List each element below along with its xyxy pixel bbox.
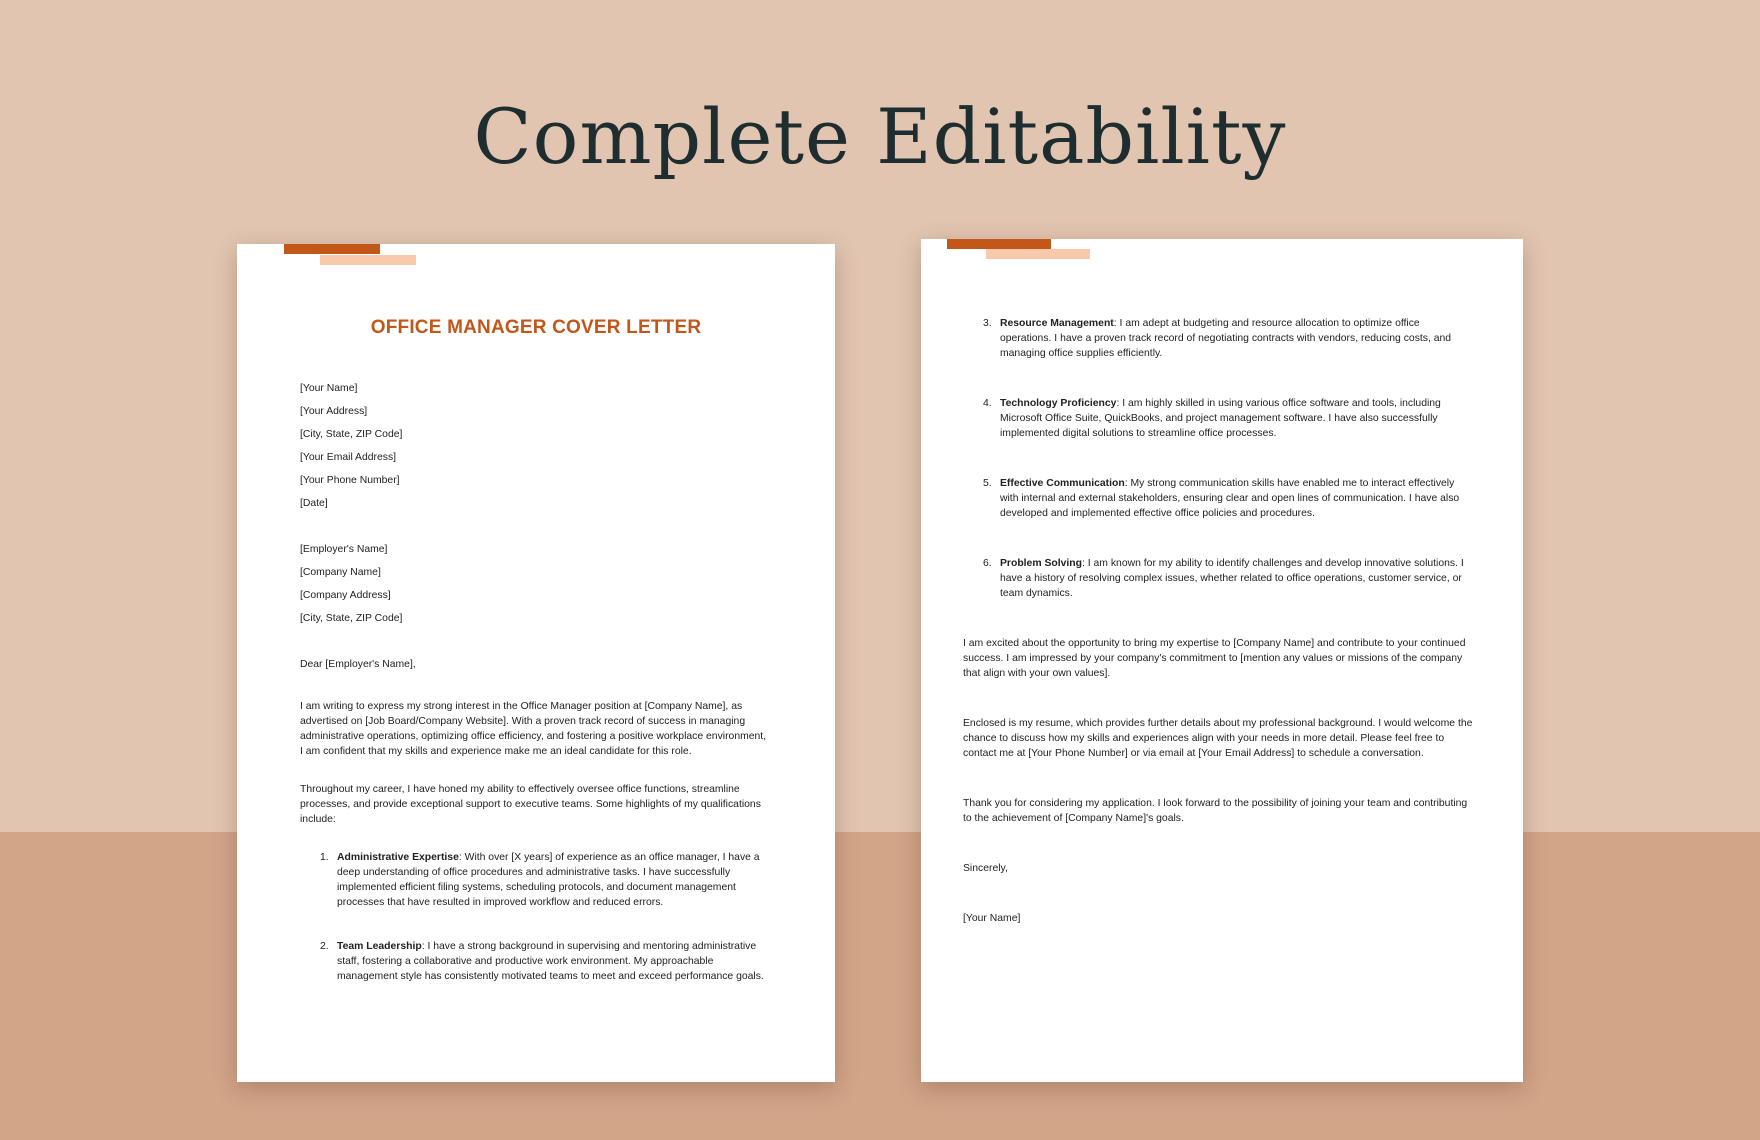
salutation: Dear [Employer's Name], [300, 659, 416, 670]
enclosed-paragraph: Enclosed is my resume, which provides further details about my professional background. I would welcome the chance to discuss how my skills and experiences align with your needs in more detail. Please feel free to contact me at [Your Phone Number] or via email at [Your Email Address] to schedule a conversation. [963, 718, 1473, 759]
headline: Complete Editability [473, 92, 1287, 181]
item-label: Administrative Expertise [337, 852, 459, 863]
list-item [963, 556, 1473, 601]
list-item [963, 396, 1473, 441]
list-number: 6. [983, 558, 992, 569]
document-title: OFFICE MANAGER COVER LETTER [370, 317, 702, 338]
list-number: 4. [983, 398, 992, 409]
item-label: Problem Solving [1000, 558, 1082, 569]
list-item [963, 476, 1473, 521]
item-text: : With over [X years] of experience as an office manager, I have a deep understanding of office procedures and administrative tasks. I have successfully implemented efficient filing systems, scheduling protocols, and document management processes that have resulted in improved workflow and reduced errors. [337, 852, 760, 908]
item-label: Team Leadership [337, 941, 422, 952]
accent-bar-dark [284, 244, 380, 254]
sender-email: [Your Email Address] [300, 452, 397, 463]
list-number: 2. [320, 941, 329, 952]
career-paragraph: Throughout my career, I have honed my ability to effectively oversee office functions, streamline processes, and provide exceptional support to executive teams. Some highlights of my qualifications include: [300, 784, 761, 825]
list-item [300, 850, 770, 910]
item-text: : I am known for my ability to identify challenges and develop innovative solutions. I have a history of resolving complex issues, whether related to office operations, customer service, or team dynamics. [1000, 558, 1464, 599]
thanks-paragraph: Thank you for considering my application. I look forward to the possibility of joining your team and contributing to the achievement of [Company Name]'s goals. [963, 798, 1468, 824]
recipient-city: [City, State, ZIP Code] [300, 613, 403, 624]
sender-name: [Your Name] [300, 383, 358, 394]
letter-date: [Date] [300, 498, 328, 509]
qualifications-list [300, 850, 770, 984]
excited-paragraph: I am excited about the opportunity to bring my expertise to [Company Name] and contribute to your continued success. I am impressed by your company's commitment to [mention any values or missions of the company that align with your own values]. [963, 638, 1466, 679]
item-text: : My strong communication skills have enabled me to interact effectively with internal and external stakeholders, ensuring clear and open lines of communication. I have also developed and implemented effective office policies and procedures. [1000, 478, 1460, 519]
item-label: Technology Proficiency [1000, 398, 1117, 409]
item-label: Resource Management [1000, 318, 1114, 329]
qualifications-list-continued [963, 316, 1473, 601]
signature: [Your Name] [963, 913, 1021, 924]
item-text: : I have a strong background in supervising and mentoring administrative staff, fostering a collaborative and productive work environment. My approachable management style has consistently motivated teams to meet and exceed performance goals. [337, 941, 764, 982]
document-page-1 [237, 244, 835, 1082]
accent-bar-light [320, 255, 416, 265]
accent-bar-dark [947, 239, 1051, 249]
list-number: 5. [983, 478, 992, 489]
closing: Sincerely, [963, 863, 1008, 874]
list-number: 3. [983, 318, 992, 329]
accent-bar-light [986, 249, 1090, 259]
sender-phone: [Your Phone Number] [300, 475, 400, 486]
item-text: : I am highly skilled in using various office software and tools, including Microsoft Office Suite, QuickBooks, and project management software. I have also successfully implemented digital solutions to streamline office processes. [1000, 398, 1441, 439]
document-page-2 [921, 239, 1523, 1082]
sender-block [300, 377, 770, 515]
recipient-company: [Company Name] [300, 567, 381, 578]
recipient-address: [Company Address] [300, 590, 391, 601]
sender-address: [Your Address] [300, 406, 368, 417]
list-item [300, 939, 770, 984]
list-item [963, 316, 1473, 361]
letter-body-page-2 [963, 316, 1473, 961]
letter-body-page-1 [300, 377, 770, 1013]
item-label: Effective Communication [1000, 478, 1125, 489]
sender-city: [City, State, ZIP Code] [300, 429, 403, 440]
recipient-name: [Employer's Name] [300, 544, 388, 555]
item-text: : I am adept at budgeting and resource allocation to optimize office operations. I have a proven track record of negotiating contracts with vendors, reducing costs, and managing office supplies efficiently. [1000, 318, 1452, 359]
intro-paragraph: I am writing to express my strong interest in the Office Manager position at [Company Name], as advertised on [Job Board/Company Website]. With a proven track record of success in managing administrative operations, optimizing office efficiency, and fostering a positive workplace environment, I am confident that my skills and experience make me an ideal candidate for this role. [300, 701, 767, 757]
list-number: 1. [320, 852, 329, 863]
recipient-block [300, 538, 770, 630]
